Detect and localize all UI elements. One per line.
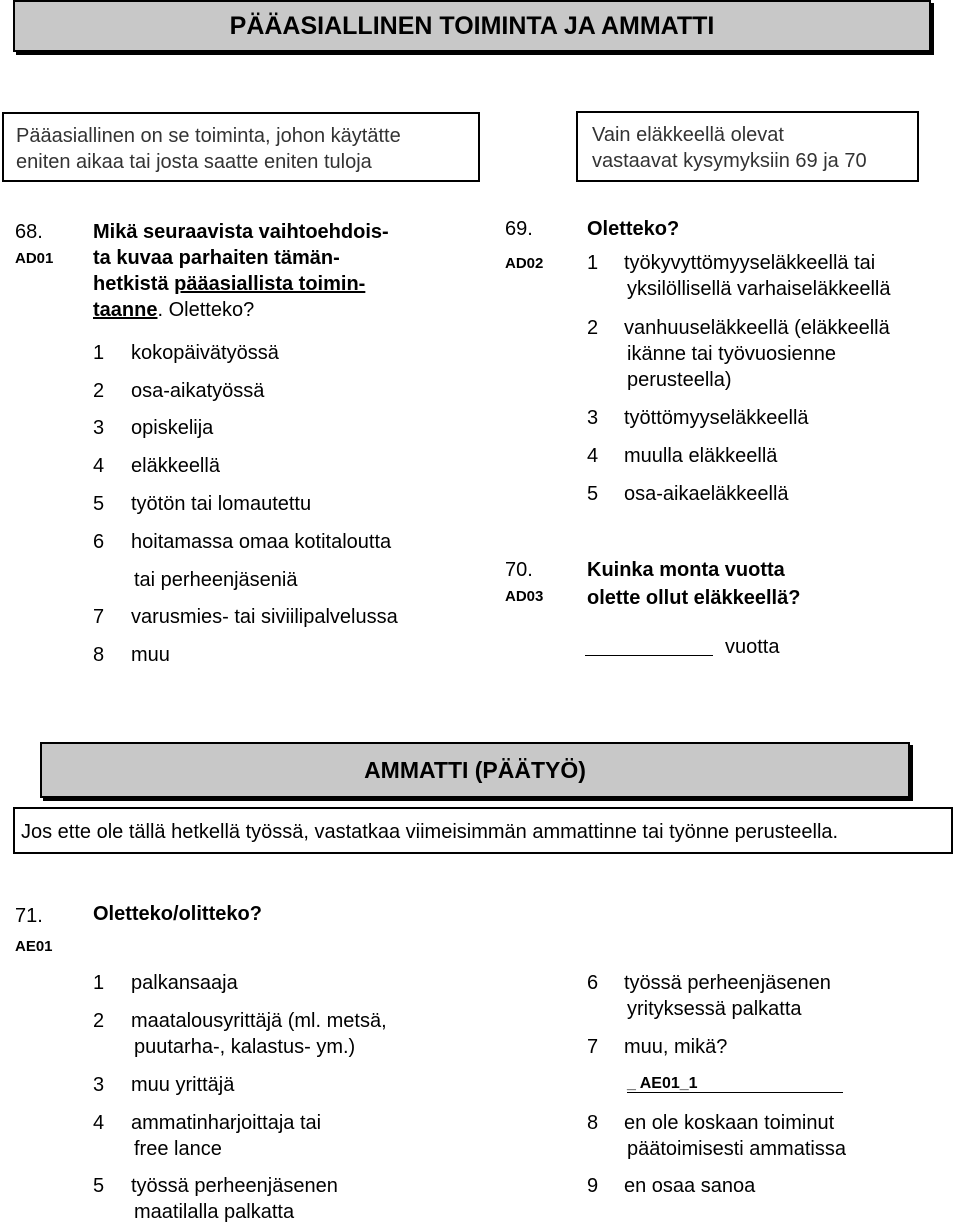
- q68-option-8[interactable]: 8 muu: [93, 644, 170, 666]
- q70-number: 70.: [505, 559, 533, 581]
- q70-answer-line[interactable]: [585, 655, 713, 656]
- q69-option-2[interactable]: 2 vanhuuseläkkeellä (eläkkeellä: [587, 317, 890, 339]
- q70-code: AD03: [505, 588, 544, 605]
- q68-number: 68.: [15, 221, 43, 243]
- q69-option-4[interactable]: 4 muulla eläkkeellä: [587, 445, 778, 467]
- q69-question: Oletteko?: [587, 218, 680, 240]
- page-title: PÄÄASIALLINEN TOIMINTA JA AMMATTI: [229, 11, 715, 40]
- q68-option-5[interactable]: 5 työtön tai lomautettu: [93, 493, 312, 515]
- q71-other-field[interactable]: _ AE01_1: [627, 1075, 698, 1092]
- q69-option-5[interactable]: 5 osa-aikaeläkkeellä: [587, 483, 789, 505]
- q70-line-2: olette ollut eläkkeellä?: [587, 587, 801, 609]
- q71-option-1[interactable]: 1 palkansaaja: [93, 972, 238, 994]
- q69-option-1-continued: yksilöllisellä varhaiseläkkeellä: [627, 278, 891, 300]
- pension-note-line-2: vastaavat kysymyksiin 69 ja 70: [592, 150, 867, 172]
- q71-option-6[interactable]: 6 työssä perheenjäsenen: [587, 972, 831, 994]
- q71-option-8-continued: päätoimisesti ammatissa: [627, 1138, 846, 1160]
- q68-option-7[interactable]: 7 varusmies- tai siviilipalvelussa: [93, 606, 398, 628]
- q69-code: AD02: [505, 255, 544, 272]
- q71-option-6-continued: yrityksessä palkatta: [627, 998, 802, 1020]
- q68-option-1[interactable]: 1 kokopäivätyössä: [93, 342, 279, 364]
- pension-note-box: [576, 111, 919, 182]
- q68-option-6[interactable]: 6 hoitamassa omaa kotitaloutta: [93, 531, 392, 553]
- q71-option-2[interactable]: 2 maatalousyrittäjä (ml. metsä,: [93, 1010, 387, 1032]
- intro-line-2: eniten aikaa tai josta saatte eniten tuloja: [16, 151, 372, 173]
- q68-line-3: hetkistä pääasiallista toimin-: [93, 273, 366, 295]
- q68-option-4[interactable]: 4 eläkkeellä: [93, 455, 220, 477]
- q69-number: 69.: [505, 218, 533, 240]
- pension-note-line-1: Vain eläkkeellä olevat: [592, 124, 784, 146]
- q69-option-3[interactable]: 3 työttömyyseläkkeellä: [587, 407, 809, 429]
- q69-option-2-continued: ikänne tai työvuosienne: [627, 343, 837, 365]
- q71-option-5-continued: maatilalla palkatta: [134, 1201, 295, 1223]
- q71-option-4[interactable]: 4 ammatinharjoittaja tai: [93, 1112, 322, 1134]
- q68-option-3[interactable]: 3 opiskelija: [93, 417, 214, 439]
- q68-code: AD01: [15, 250, 54, 267]
- intro-box: [2, 112, 480, 182]
- q71-option-3[interactable]: 3 muu yrittäjä: [93, 1074, 235, 1096]
- page-title-box: [13, 0, 931, 52]
- q71-question: Oletteko/olitteko?: [93, 903, 262, 925]
- q71-other-answer-line[interactable]: [627, 1092, 843, 1093]
- q71-option-8[interactable]: 8 en ole koskaan toiminut: [587, 1112, 835, 1134]
- q68-line-1: Mikä seuraavista vaihtoehdois-: [93, 221, 389, 243]
- q70-line-1: Kuinka monta vuotta: [587, 559, 785, 581]
- q69-option-1[interactable]: 1 työkyvyttömyyseläkkeellä tai: [587, 252, 876, 274]
- section-2-title-box: [40, 742, 910, 798]
- section-2-title: AMMATTI (PÄÄTYÖ): [364, 756, 586, 783]
- q71-option-9[interactable]: 9 en osaa sanoa: [587, 1175, 756, 1197]
- q68-line-4: taanne. Oletteko?: [93, 299, 255, 321]
- instruction-text: Jos ette ole tällä hetkellä työssä, vastatkaa viimeisimmän ammattinne tai työnne perusteella.: [21, 821, 839, 843]
- q71-option-2-continued: puutarha-, kalastus- ym.): [134, 1036, 356, 1058]
- instruction-box: [13, 807, 953, 854]
- q69-option-2-continued-2: perusteella): [627, 369, 732, 391]
- q71-code: AE01: [15, 938, 53, 955]
- q71-option-7[interactable]: 7 muu, mikä?: [587, 1036, 728, 1058]
- q71-number: 71.: [15, 905, 43, 927]
- q70-unit: vuotta: [725, 636, 780, 658]
- q71-option-5[interactable]: 5 työssä perheenjäsenen: [93, 1175, 338, 1197]
- q68-line-2: ta kuvaa parhaiten tämän-: [93, 247, 340, 269]
- intro-line-1: Pääasiallinen on se toiminta, johon käytätte: [16, 125, 401, 147]
- q68-option-2[interactable]: 2 osa-aikatyössä: [93, 380, 265, 402]
- q71-option-4-continued: free lance: [134, 1138, 222, 1160]
- q68-option-6-continued: tai perheenjäseniä: [134, 569, 298, 591]
